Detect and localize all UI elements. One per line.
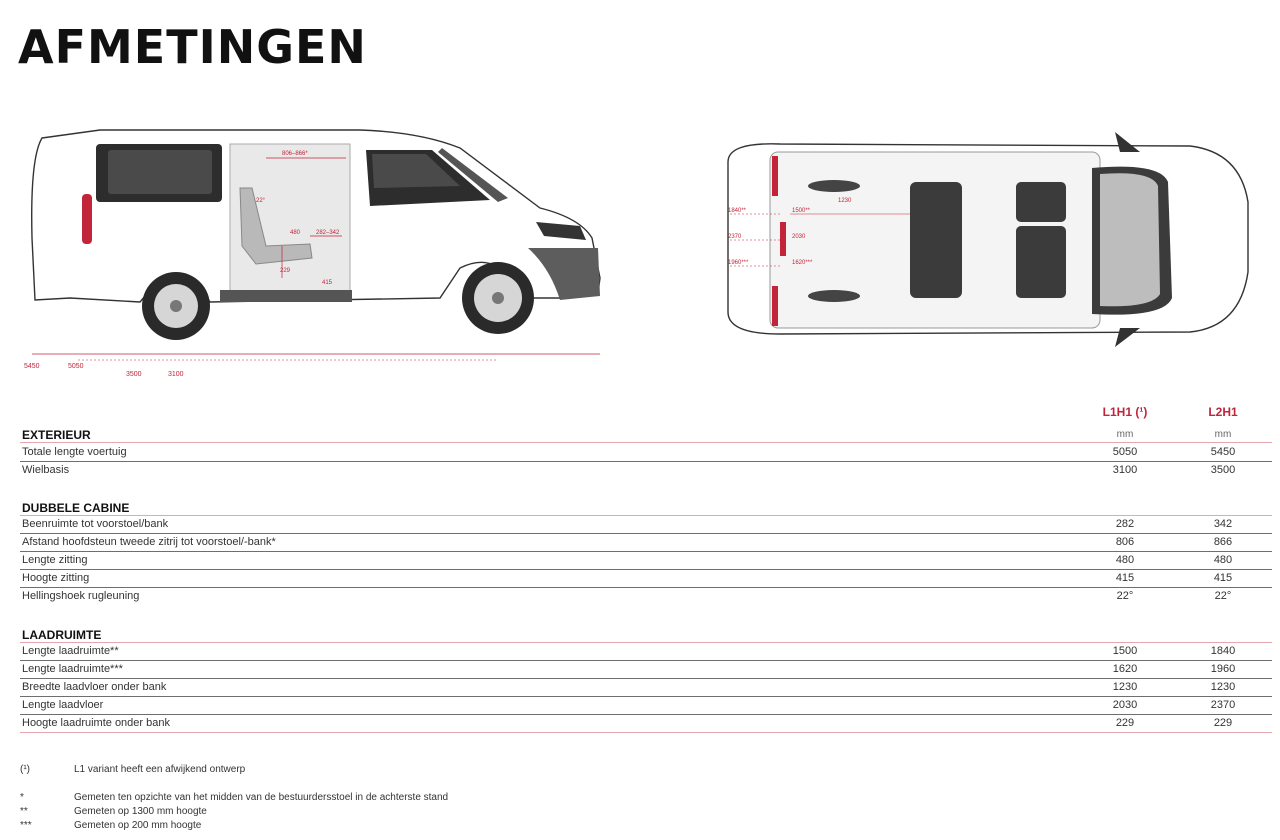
- footnote-text: Gemeten op 200 mm hoogte: [74, 820, 202, 831]
- dim-inner-2: 22°: [256, 198, 266, 204]
- row-value-l1h1: 480: [1115, 554, 1135, 566]
- van-side-view-drawing: [20, 118, 620, 388]
- row-value-l1h1: 22°: [1116, 590, 1134, 602]
- row-label: Lengte laadruimte**: [22, 645, 119, 657]
- unit-l1h1: mm: [1116, 429, 1134, 440]
- row-value-l1h1: 1620: [1112, 663, 1138, 675]
- row-value-l1h1: 415: [1115, 572, 1135, 584]
- row-label: Hoogte laadruimte onder bank: [22, 717, 170, 729]
- dim-inner-5: 229: [280, 268, 291, 274]
- table-row: [20, 661, 1272, 679]
- row-value-l1h1: 1230: [1112, 681, 1138, 693]
- dim-wheelbase-l1: 3100: [168, 371, 184, 378]
- page-title: AFMETINGEN: [18, 20, 367, 74]
- dim-length-l1: 5050: [68, 363, 84, 370]
- row-value-l2h1: 2370: [1210, 699, 1236, 711]
- table-row: [20, 643, 1272, 661]
- dim-length-l2: 5450: [24, 363, 40, 370]
- table-row: [20, 697, 1272, 715]
- table-row: [20, 588, 1272, 606]
- row-label: Afstand hoofdsteun tweede zitrij tot voorstoel/-bank*: [22, 536, 276, 548]
- dim-inner-3: 480: [290, 230, 301, 236]
- row-value-l1h1: 5050: [1112, 446, 1138, 458]
- row-value-l1h1: 1500: [1112, 645, 1138, 657]
- footnote-mark: (¹): [20, 764, 30, 775]
- row-value-l2h1: 22°: [1214, 590, 1232, 602]
- row-value-l2h1: 866: [1213, 536, 1233, 548]
- top-dim-1: 1840**: [728, 208, 747, 214]
- top-dim-5: 2030: [792, 234, 806, 240]
- row-value-l1h1: 282: [1115, 518, 1135, 530]
- table-row: [20, 715, 1272, 733]
- row-label: Lengte laadvloer: [22, 699, 104, 711]
- table-row: [20, 534, 1272, 552]
- row-value-l2h1: 5450: [1210, 446, 1236, 458]
- row-value-l2h1: 229: [1213, 717, 1233, 729]
- section-title-exterieur: EXTERIEUR: [22, 428, 91, 442]
- table-row: [20, 462, 1272, 480]
- row-label: Breedte laadvloer onder bank: [22, 681, 167, 693]
- table-row: [20, 679, 1272, 697]
- row-label: Lengte laadruimte***: [22, 663, 123, 675]
- dim-wheelbase-l2: 3500: [126, 371, 142, 378]
- footnote-mark: *: [20, 792, 24, 803]
- row-label: Wielbasis: [22, 464, 70, 476]
- top-dim-2: 2370: [728, 234, 742, 240]
- row-value-l2h1: 342: [1213, 518, 1233, 530]
- row-label: Hoogte zitting: [22, 572, 90, 584]
- footnote-text: Gemeten ten opzichte van het midden van de bestuurdersstoel in de achterste stand: [74, 792, 449, 803]
- row-label: Hellingshoek rugleuning: [22, 590, 140, 602]
- row-value-l2h1: 480: [1213, 554, 1233, 566]
- section-title-dubbele-cabine: DUBBELE CABINE: [22, 501, 130, 515]
- row-label: Totale lengte voertuig: [22, 446, 127, 458]
- section-title-laadruimte: LAADRUIMTE: [22, 628, 102, 642]
- footnote-text: Gemeten op 1300 mm hoogte: [74, 806, 207, 817]
- dim-inner-6: 415: [322, 280, 333, 286]
- row-value-l1h1: 2030: [1112, 699, 1138, 711]
- row-value-l2h1: 415: [1213, 572, 1233, 584]
- col-header-l2h1: L2H1: [1208, 405, 1238, 419]
- row-value-l2h1: 1230: [1210, 681, 1236, 693]
- dim-inner-4: 282–342: [316, 230, 340, 236]
- row-value-l2h1: 1960: [1210, 663, 1236, 675]
- row-label: Lengte zitting: [22, 554, 88, 566]
- van-top-view-drawing: [720, 122, 1255, 357]
- row-value-l2h1: 1840: [1210, 645, 1236, 657]
- row-value-l2h1: 3500: [1210, 464, 1236, 476]
- top-dim-3: 1960***: [728, 260, 749, 266]
- row-value-l1h1: 806: [1115, 536, 1135, 548]
- row-label: Beenruimte tot voorstoel/bank: [22, 518, 169, 530]
- table-row: [20, 444, 1272, 462]
- table-row: [20, 516, 1272, 534]
- footnote-mark: **: [20, 806, 28, 817]
- unit-l2h1: mm: [1214, 429, 1232, 440]
- row-value-l1h1: 229: [1115, 717, 1135, 729]
- footnote-mark: ***: [20, 820, 32, 831]
- top-dim-7: 1230: [838, 198, 852, 204]
- top-dim-6: 1620***: [792, 260, 813, 266]
- row-value-l1h1: 3100: [1112, 464, 1138, 476]
- footnote-text: L1 variant heeft een afwijkend ontwerp: [74, 764, 246, 775]
- col-header-l1h1: L1H1 (¹): [1102, 405, 1148, 419]
- table-row: [20, 552, 1272, 570]
- dim-inner-1: 806–866*: [282, 151, 308, 157]
- table-row: [20, 570, 1272, 588]
- top-dim-4: 1500**: [792, 208, 811, 214]
